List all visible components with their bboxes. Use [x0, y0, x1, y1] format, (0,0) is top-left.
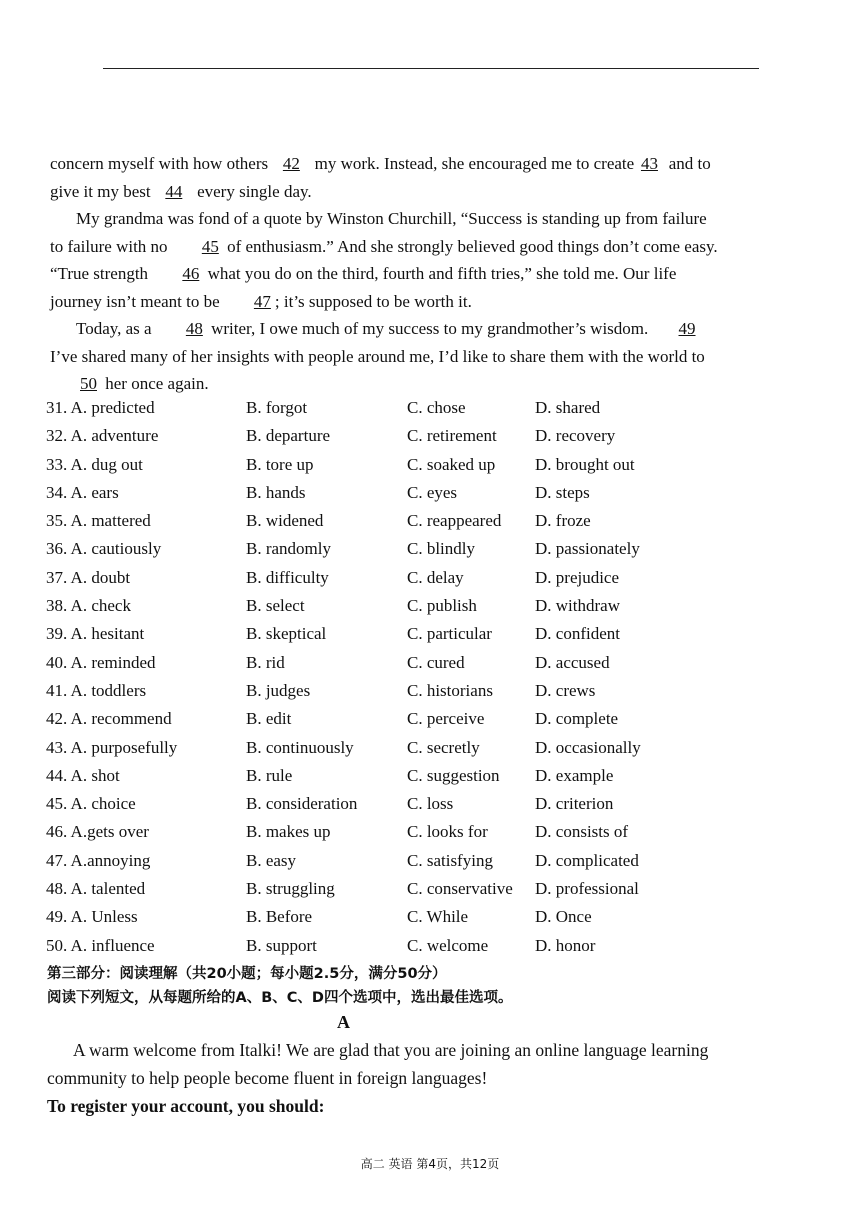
blank-50: 50	[80, 374, 97, 393]
passage-text: I’ve shared many of her insights with people around me, I’d like to share them with the world to	[50, 346, 705, 366]
option-c: C. reappeared	[407, 511, 502, 531]
option-c: C. blindly	[407, 539, 476, 559]
option-d: D. honor	[535, 935, 596, 955]
reading-passage-a	[47, 1036, 737, 1120]
option-row	[46, 592, 746, 620]
option-c: C. delay	[407, 567, 464, 587]
option-a: 40. A. reminded	[46, 652, 156, 672]
option-row	[46, 705, 746, 733]
option-row	[46, 875, 746, 903]
option-a: 46. A.gets over	[46, 822, 149, 842]
option-a: 48. A. talented	[46, 879, 146, 899]
option-row	[46, 790, 746, 818]
option-row	[46, 535, 746, 563]
option-c: C. perceive	[407, 709, 485, 729]
section-three-heading	[47, 962, 512, 1010]
blank-43: 43	[640, 154, 658, 173]
option-b: B. makes up	[246, 822, 331, 842]
option-d: D. professional	[535, 879, 639, 899]
option-c: C. welcome	[407, 935, 489, 955]
option-a: 44. A. shot	[46, 765, 120, 785]
passage-text: Today, as a	[76, 319, 152, 338]
option-b: B. randomly	[246, 539, 331, 559]
option-b: B. tore up	[246, 454, 314, 474]
option-c: C. loss	[407, 794, 454, 814]
option-d: D. complicated	[535, 850, 639, 870]
blank-47: 47	[253, 291, 271, 311]
option-a: 32. A. adventure	[46, 426, 159, 446]
passage-para-3	[50, 315, 720, 398]
option-row	[46, 507, 746, 535]
passage-text: what you do on the third, fourth and fifth tries,” she told me. Our life journey isn’t meant to be	[50, 264, 677, 311]
option-c: C. soaked up	[407, 454, 496, 474]
option-a: 50. A. influence	[46, 935, 155, 955]
header-rule	[103, 68, 759, 69]
option-d: D. steps	[535, 482, 590, 502]
passage-a-register-heading: To register your account, you should:	[47, 1096, 325, 1116]
option-a: 31. A. predicted	[46, 398, 155, 417]
option-c: C. historians	[407, 680, 493, 700]
option-b: B. rid	[246, 652, 285, 672]
option-b: B. continuously	[246, 737, 354, 757]
option-c: C. publish	[407, 596, 477, 616]
passage-para-2	[50, 205, 720, 315]
passage-text: concern myself with how others	[50, 154, 269, 173]
page-footer: 高二 英语 第4页，共12页	[360, 1157, 500, 1171]
option-d: D. complete	[535, 709, 619, 729]
option-b: B. departure	[246, 426, 331, 446]
option-row	[46, 932, 746, 960]
option-d: D. brought out	[535, 454, 635, 474]
option-b: B. support	[246, 935, 317, 955]
option-c: C. secretly	[407, 737, 480, 757]
section-instruction: 阅读下列短文，从每题所给的A、B、C、D四个选项中，选出最佳选项。	[47, 990, 513, 1006]
option-d: D. crews	[535, 680, 596, 700]
passage-text: and to give it my best	[50, 154, 711, 201]
option-b: B. rule	[246, 765, 293, 785]
option-row	[46, 422, 746, 450]
option-b: B. Before	[246, 907, 313, 927]
option-a: 42. A. recommend	[46, 709, 172, 729]
option-row	[46, 649, 746, 677]
option-c: C. retirement	[407, 426, 497, 446]
option-a: 37. A. doubt	[46, 567, 131, 587]
option-d: D. withdraw	[535, 596, 620, 616]
section-title: 第三部分：阅读理解（共20小题；每小题2.5分，满分50分）	[47, 966, 447, 982]
option-row	[46, 762, 746, 790]
option-c: C. suggestion	[407, 765, 500, 785]
option-d: D. shared	[535, 398, 601, 417]
passage-text: her once again.	[105, 374, 209, 393]
option-row	[46, 451, 746, 479]
option-row	[46, 677, 746, 705]
option-d: D. Once	[535, 907, 592, 927]
option-a: 36. A. cautiously	[46, 539, 162, 559]
passage-text: ; it’s supposed to be worth it.	[274, 291, 472, 311]
option-row	[46, 479, 746, 507]
blank-44: 44	[165, 181, 183, 201]
passage-text: of enthusiasm.” And she strongly believed good things don’t come easy. “True strength	[50, 236, 718, 283]
option-c: C. cured	[407, 652, 465, 672]
option-row	[46, 903, 746, 931]
blank-48: 48	[185, 319, 203, 338]
option-c: C. particular	[407, 624, 492, 644]
option-row	[46, 818, 746, 846]
option-a: 43. A. purposefully	[46, 737, 178, 757]
option-a: 49. A. Unless	[46, 907, 138, 927]
option-b: B. skeptical	[246, 624, 327, 644]
blank-46: 46	[182, 264, 200, 283]
option-b: B. easy	[246, 850, 297, 870]
option-a: 45. A. choice	[46, 794, 136, 814]
option-row	[46, 734, 746, 762]
option-b: B. forgot	[246, 398, 308, 417]
option-c: C. conservative	[407, 879, 513, 899]
passage-letter: A	[337, 1012, 350, 1032]
blank-45: 45	[201, 236, 219, 256]
option-d: D. criterion	[535, 794, 614, 814]
cloze-passage	[50, 150, 720, 398]
option-b: B. judges	[246, 680, 311, 700]
option-d: D. consists of	[535, 822, 629, 842]
option-c: C. eyes	[407, 482, 458, 502]
passage-text: My grandma was fond of a quote by Winston Churchill, “Success is standing up from failure to failure with no	[50, 209, 707, 256]
option-a: 33. A. dug out	[46, 454, 143, 474]
option-a: 39. A. hesitant	[46, 624, 145, 644]
option-d: D. recovery	[535, 426, 616, 446]
option-c: C. looks for	[407, 822, 488, 842]
option-d: D. passionately	[535, 539, 640, 559]
option-row	[46, 564, 746, 592]
option-b: B. difficulty	[246, 567, 329, 587]
blank-49: 49	[678, 319, 696, 338]
option-row	[46, 847, 746, 875]
passage-text: every single day.	[197, 181, 312, 201]
option-row	[46, 394, 746, 422]
option-b: B. widened	[246, 511, 324, 531]
option-a: 47. A.annoying	[46, 850, 151, 870]
option-b: B. consideration	[246, 794, 358, 814]
option-a: 34. A. ears	[46, 482, 119, 502]
option-b: B. struggling	[246, 879, 335, 899]
option-a: 38. A. check	[46, 596, 131, 616]
passage-text: writer, I owe much of my success to my grandmother’s wisdom.	[211, 319, 649, 338]
option-d: D. froze	[535, 511, 591, 531]
option-c: C. satisfying	[407, 850, 493, 870]
option-b: B. select	[246, 596, 305, 616]
option-a: 41. A. toddlers	[46, 680, 147, 700]
option-c: C. chose	[407, 398, 466, 417]
option-d: D. confident	[535, 624, 620, 644]
option-b: B. hands	[246, 482, 306, 502]
passage-para-1	[50, 150, 720, 205]
option-a: 35. A. mattered	[46, 511, 151, 531]
option-d: D. occasionally	[535, 737, 641, 757]
option-row	[46, 620, 746, 648]
option-c: C. While	[407, 907, 469, 927]
option-d: D. example	[535, 765, 614, 785]
option-d: D. prejudice	[535, 567, 620, 587]
blank-42: 42	[282, 154, 300, 173]
option-d: D. accused	[535, 652, 610, 672]
passage-a-intro: A warm welcome from Italki! We are glad that you are joining an online language learning community to help people become fluent in foreign languages!	[47, 1040, 709, 1088]
option-b: B. edit	[246, 709, 292, 729]
passage-text: my work. Instead, she encouraged me to create	[314, 154, 635, 173]
answer-options	[46, 394, 746, 960]
